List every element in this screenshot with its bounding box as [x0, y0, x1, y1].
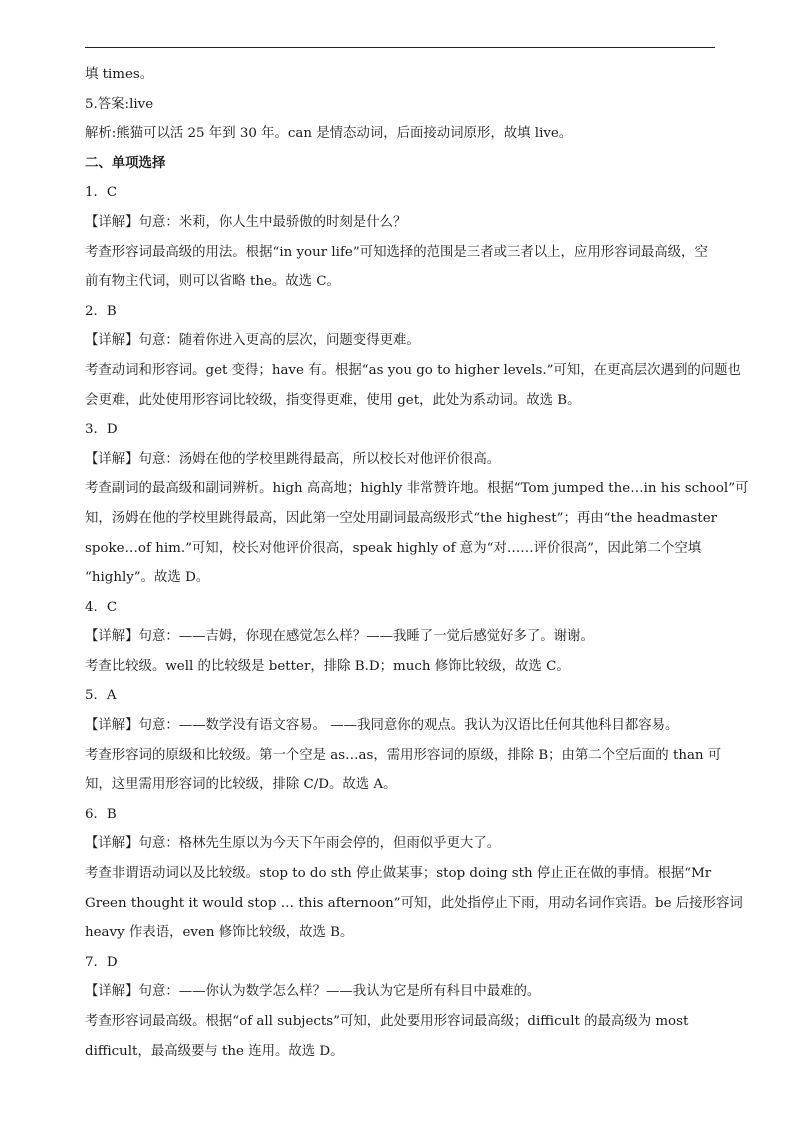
text-line: 考查形容词最高级的用法。根据“in your life”可知选择的范围是三者或三者以上，应用形容词最高级，空 — [85, 244, 708, 260]
text-line: 知，这里需用形容词的比较级，排除 C/D。故选 A。 — [85, 777, 397, 793]
text-line: 前有物主代词，则可以省略 the。故选 C。 — [85, 274, 340, 290]
text-line: 7．D — [85, 954, 118, 970]
text-line: 考查副词的最高级和副词辨析。high 高高地；highly 非常赞许地。根据“Tom jumped the…in his school”可 — [85, 481, 749, 497]
text-line: heavy 作表语，even 修饰比较级，故选 B。 — [85, 925, 354, 941]
section-heading: 二、单项选择 — [85, 154, 166, 171]
text-line: 考查形容词的原级和比较级。第一个空是 as…as，需用形容词的原级，排除 B；由第二个空后面的 than 可 — [85, 747, 722, 763]
text-line: 会更难，此处使用形容词比较级，指变得更难，使用 get，此处为系动词。故选 B。 — [85, 392, 581, 408]
text-line: 考查比较级。well 的比较级是 better，排除 B.D；much 修饰比较级，故选 C。 — [85, 658, 570, 674]
text-line: 3．D — [85, 422, 118, 438]
text-line: spoke…of him.”可知，校长对他评价很高，speak highly of 意为“对……评价很高”，因此第二个空填 — [85, 540, 702, 556]
header-rule — [85, 47, 715, 48]
text-line: 2．B — [85, 303, 117, 319]
text-line: 4．C — [85, 599, 118, 615]
text-line: 【详解】句意：——吉姆，你现在感觉怎么样？——我睡了一觉后感觉好多了。谢谢。 — [85, 629, 594, 645]
text-line: 【详解】句意：汤姆在他的学校里跳得最高，所以校长对他评价很高。 — [85, 451, 501, 467]
text-line: 填 times。 — [85, 67, 154, 82]
text-line: 考查非谓语动词以及比较级。stop to do sth 停止做某事；stop doing sth 停止正在做的事情。根据“Mr — [85, 866, 712, 882]
text-line: 考查动词和形容词。get 变得；have 有。根据“as you go to higher levels.”可知，在更高层次遇到的问题也 — [85, 362, 741, 378]
text-line: 知，汤姆在他的学校里跳得最高，因此第一空处用副词最高级形式“the highest”；再由“the headmaster — [85, 510, 718, 526]
text-line: 【详解】句意：——你认为数学怎么样？——我认为它是所有科目中最难的。 — [85, 984, 541, 1000]
text-line: 【详解】句意：米莉，你人生中最骄傲的时刻是什么？ — [85, 214, 407, 230]
text-line: 【详解】句意：——数学没有语文容易。 ——我同意你的观点。我认为汉语比任何其他科目都容易。 — [85, 718, 679, 734]
text-line: Green thought it would stop … this afternoon”可知，此处指停止下雨，用动名词作宾语。be 后接形容词 — [85, 895, 743, 911]
text-line: 5.答案:live — [85, 96, 154, 112]
text-line: 【详解】句意：格林先生原以为今天下午雨会停的，但雨似乎更大了。 — [85, 836, 501, 852]
text-line: difficult，最高级要与 the 连用。故选 D。 — [85, 1043, 344, 1059]
text-line: 1．C — [85, 185, 118, 201]
text-line: 解析:熊猫可以活 25 年到 30 年。can 是情态动词，后面接动词原形，故填 live。 — [85, 126, 573, 142]
document-body — [85, 60, 749, 1066]
text-line: 6．B — [85, 806, 117, 822]
text-line: 5．A — [85, 688, 117, 704]
text-line: 考查形容词最高级。根据“of all subjects”可知，此处要用形容词最高级；difficult 的最高级为 most — [85, 1014, 689, 1029]
text-line: “highly”。故选 D。 — [85, 570, 210, 586]
text-line: 【详解】句意：随着你进入更高的层次，问题变得更难。 — [85, 333, 420, 349]
